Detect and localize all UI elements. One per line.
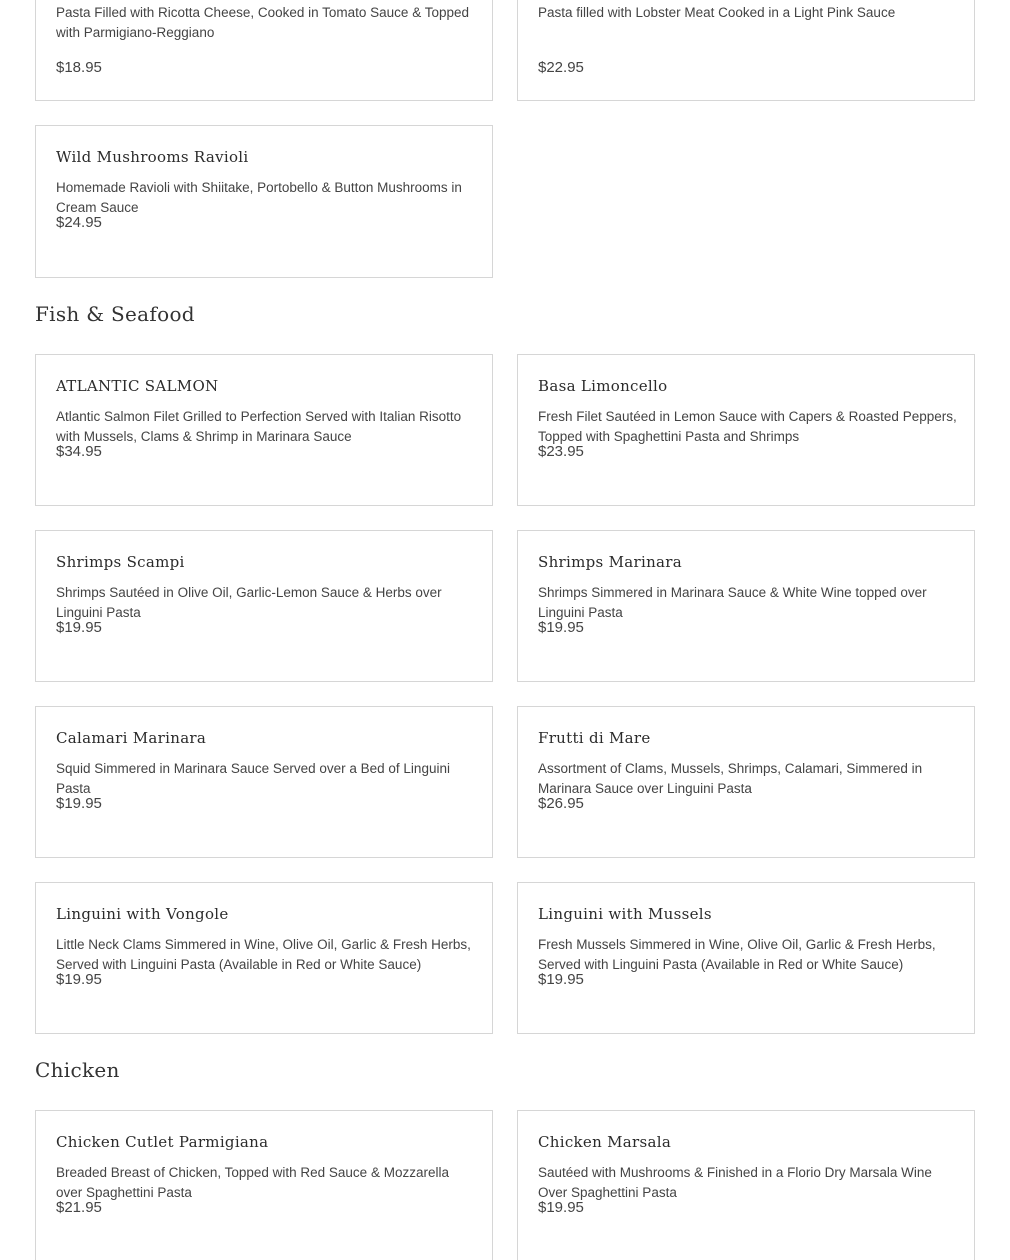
menu-item-name: Frutti di Mare xyxy=(538,729,651,747)
menu-item-price: $19.95 xyxy=(56,795,102,812)
menu-item-card xyxy=(517,882,975,1034)
menu-item-price: $19.95 xyxy=(538,619,584,636)
menu-item-description: Breaded Breast of Chicken, Topped with Red Sauce & Mozzarella over Spaghettini Pasta xyxy=(56,1165,449,1200)
menu-item-name: Calamari Marinara xyxy=(56,729,207,747)
menu-item-price: $26.95 xyxy=(538,795,584,812)
menu-item-card xyxy=(517,706,975,858)
menu-item-name: Shrimps Marinara xyxy=(538,553,682,571)
menu-item-price: $19.95 xyxy=(56,971,102,988)
menu-item-price: $34.95 xyxy=(56,443,102,460)
menu-item-card xyxy=(517,530,975,682)
menu-item-card xyxy=(35,530,493,682)
menu-item-description: Fresh Mussels Simmered in Wine, Olive Oil, Garlic & Fresh Herbs, Served with Linguini Pasta (Available in Red or White Sauce) xyxy=(538,937,936,972)
menu-item-description: Homemade Ravioli with Shiitake, Portobello & Button Mushrooms in Cream Sauce xyxy=(56,180,462,215)
menu-item-price: $19.95 xyxy=(56,619,102,636)
menu-item-name: Basa Limoncello xyxy=(538,377,668,395)
menu-item-description: Pasta Filled with Ricotta Cheese, Cooked in Tomato Sauce & Topped with Parmigiano-Reggiano xyxy=(56,5,469,40)
menu-item-card xyxy=(517,354,975,506)
section-title-fish-seafood: Fish & Seafood xyxy=(35,302,195,326)
section-title-chicken: Chicken xyxy=(35,1058,120,1082)
menu-item-price: $21.95 xyxy=(56,1199,102,1216)
menu-item-description: Assortment of Clams, Mussels, Shrimps, Calamari, Simmered in Marinara Sauce over Linguini Pasta xyxy=(538,761,923,796)
menu-item-price: $19.95 xyxy=(538,1199,584,1216)
menu-item-description: Little Neck Clams Simmered in Wine, Olive Oil, Garlic & Fresh Herbs, Served with Linguini Pasta (Available in Red or White Sauce) xyxy=(56,937,471,972)
menu-item-card xyxy=(35,354,493,506)
menu-item-price: $18.95 xyxy=(56,59,102,76)
menu-item-card xyxy=(517,1110,975,1260)
menu-item-description: Squid Simmered in Marinara Sauce Served over a Bed of Linguini Pasta xyxy=(56,761,450,796)
menu-item-description: Pasta filled with Lobster Meat Cooked in a Light Pink Sauce xyxy=(538,5,896,20)
menu-item-price: $22.95 xyxy=(538,59,584,76)
menu-item-card xyxy=(35,125,493,278)
menu-item-price: $23.95 xyxy=(538,443,584,460)
menu-item-description: Fresh Filet Sautéed in Lemon Sauce with Capers & Roasted Peppers, Topped with Spaghettini Pasta and Shrimps xyxy=(538,409,957,444)
menu-item-name: Shrimps Scampi xyxy=(56,553,185,571)
menu-item-card xyxy=(35,882,493,1034)
menu-item-price: $19.95 xyxy=(538,971,584,988)
menu-item-name: Chicken Cutlet Parmigiana xyxy=(56,1133,269,1151)
menu-item-price: $24.95 xyxy=(56,214,102,231)
menu-item-name: Wild Mushrooms Ravioli xyxy=(56,148,249,166)
menu-item-name: ATLANTIC SALMON xyxy=(56,377,219,395)
menu-item-description: Sautéed with Mushrooms & Finished in a Florio Dry Marsala Wine Over Spaghettini Pasta xyxy=(538,1165,932,1200)
menu-item-card xyxy=(35,706,493,858)
menu-item-description: Atlantic Salmon Filet Grilled to Perfection Served with Italian Risotto with Mussels, Clams & Shrimp in Marinara Sauce xyxy=(56,409,462,444)
menu-item-description: Shrimps Sautéed in Olive Oil, Garlic-Lemon Sauce & Herbs over Linguini Pasta xyxy=(56,585,442,620)
menu-item-card xyxy=(35,0,493,101)
menu-item-card xyxy=(35,1110,493,1260)
menu-item-name: Chicken Marsala xyxy=(538,1133,672,1151)
menu-item-card xyxy=(517,0,975,101)
menu-item-name: Linguini with Vongole xyxy=(56,905,229,923)
menu-item-description: Shrimps Simmered in Marinara Sauce & White Wine topped over Linguini Pasta xyxy=(538,585,927,620)
menu-item-name: Linguini with Mussels xyxy=(538,905,712,923)
